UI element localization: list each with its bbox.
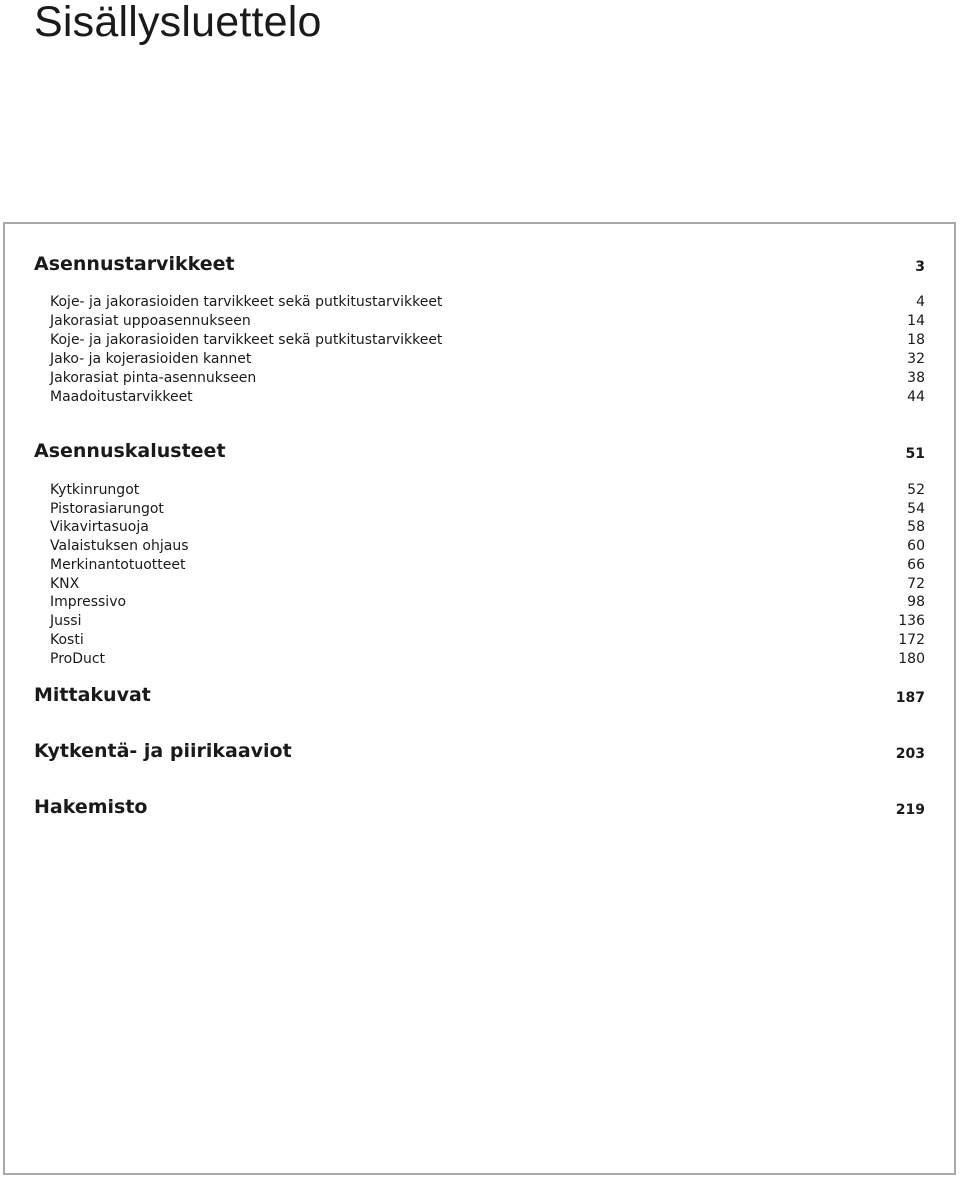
toc-item-label: ProDuct <box>50 651 106 667</box>
toc-section-page: 203 <box>895 746 925 762</box>
toc-item-label: Kytkinrungot <box>50 482 140 498</box>
toc-section-page: 187 <box>895 690 925 706</box>
toc-item-page: 54 <box>907 501 925 517</box>
toc-item-label: KNX <box>50 576 80 592</box>
toc-section-label: Mittakuvat <box>34 684 151 706</box>
toc-item[interactable] <box>0 593 960 613</box>
toc-item-label: Jakorasiat pinta-asennukseen <box>50 370 257 386</box>
toc-section-label: Kytkentä- ja piirikaaviot <box>34 740 292 762</box>
toc-item-label: Kosti <box>50 632 84 648</box>
toc-item-label: Impressivo <box>50 594 127 610</box>
toc-item[interactable] <box>0 331 960 351</box>
toc-item-page: 180 <box>898 651 925 667</box>
toc-section-kytkentakaaviot[interactable] <box>0 740 960 760</box>
toc-item[interactable] <box>0 500 960 520</box>
toc-item-page: 52 <box>907 482 925 498</box>
toc-item-page: 18 <box>907 332 925 348</box>
toc-item[interactable] <box>0 481 960 501</box>
toc-item[interactable] <box>0 369 960 389</box>
toc-item-page: 32 <box>907 351 925 367</box>
toc-item[interactable] <box>0 518 960 538</box>
toc-item-page: 38 <box>907 370 925 386</box>
toc-item-page: 136 <box>898 613 925 629</box>
toc-item-label: Jussi <box>50 613 82 629</box>
toc-item-label: Koje- ja jakorasioiden tarvikkeet sekä putkitustarvikkeet <box>50 332 443 348</box>
toc-section-label: Asennustarvikkeet <box>34 253 235 275</box>
toc-item[interactable] <box>0 575 960 595</box>
toc-item[interactable] <box>0 388 960 408</box>
toc-section-page: 3 <box>915 259 925 275</box>
toc-item-page: 58 <box>907 519 925 535</box>
toc-item-label: Pistorasiarungot <box>50 501 164 517</box>
toc-item-page: 72 <box>907 576 925 592</box>
toc-item-page: 98 <box>907 594 925 610</box>
toc-item-label: Jako- ja kojerasioiden kannet <box>50 351 252 367</box>
toc-item-label: Maadoitustarvikkeet <box>50 389 193 405</box>
toc-item-page: 60 <box>907 538 925 554</box>
toc-section-asennuskalusteet[interactable] <box>0 440 960 460</box>
toc-item-page: 172 <box>898 632 925 648</box>
toc-item-page: 44 <box>907 389 925 405</box>
toc-section-hakemisto[interactable] <box>0 796 960 816</box>
toc-item[interactable] <box>0 350 960 370</box>
toc-item-label: Koje- ja jakorasioiden tarvikkeet sekä putkitustarvikkeet <box>50 294 443 310</box>
toc-section-label: Asennuskalusteet <box>34 440 226 462</box>
toc-section-page: 219 <box>895 802 925 818</box>
toc-item-page: 14 <box>907 313 925 329</box>
toc-section-label: Hakemisto <box>34 796 148 818</box>
toc-item-label: Jakorasiat uppoasennukseen <box>50 313 251 329</box>
toc-item-page: 4 <box>916 294 925 310</box>
toc-item-label: Vikavirtasuoja <box>50 519 149 535</box>
toc-item[interactable] <box>0 556 960 576</box>
toc-section-asennustarvikkeet[interactable] <box>0 253 960 273</box>
toc-item-label: Merkinantotuotteet <box>50 557 186 573</box>
toc-item[interactable] <box>0 631 960 651</box>
toc-item[interactable] <box>0 312 960 332</box>
toc-item[interactable] <box>0 537 960 557</box>
toc-item[interactable] <box>0 650 960 670</box>
toc-item-label: Valaistuksen ohjaus <box>50 538 189 554</box>
page-title: Sisällysluettelo <box>34 0 322 46</box>
toc-section-page: 51 <box>905 446 925 462</box>
toc-item[interactable] <box>0 293 960 313</box>
toc-item[interactable] <box>0 612 960 632</box>
toc-item-page: 66 <box>907 557 925 573</box>
toc-section-mittakuvat[interactable] <box>0 684 960 704</box>
